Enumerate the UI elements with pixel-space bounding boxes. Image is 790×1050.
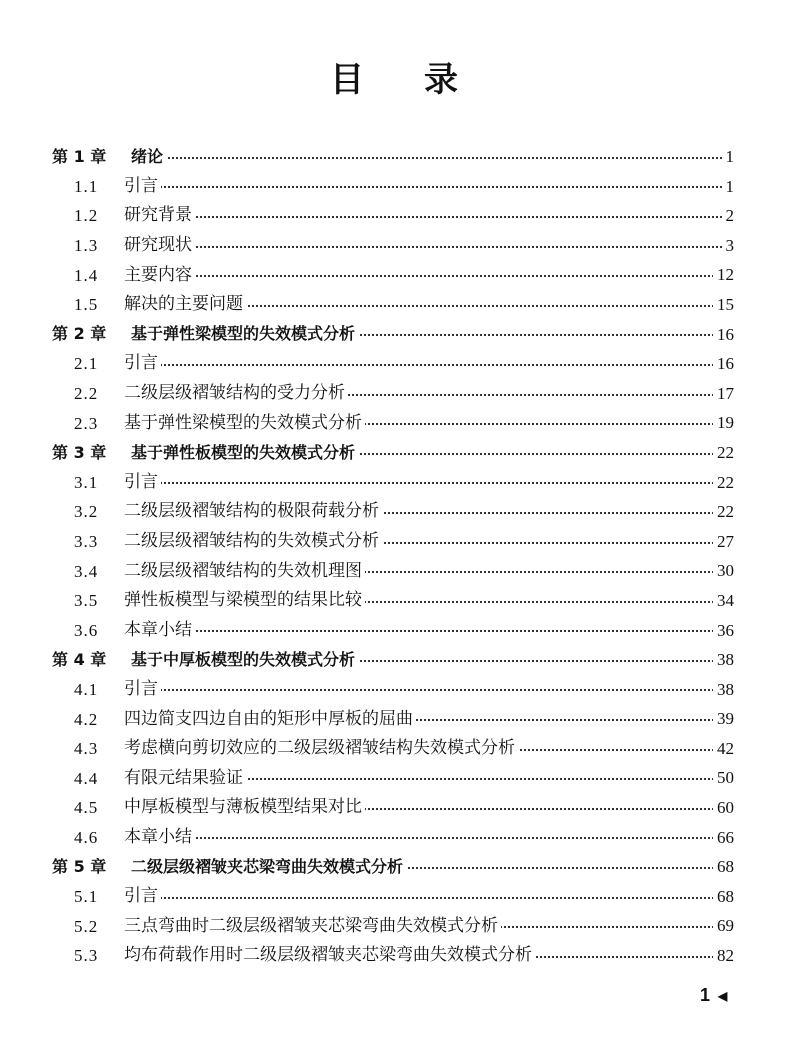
title-char: 目: [330, 60, 366, 100]
toc-page-number: 12: [713, 260, 734, 290]
toc-page-number: 60: [713, 793, 734, 823]
toc-entry-title: 四边简支四边自由的矩形中厚板的屈曲: [124, 711, 416, 728]
toc-entry-number: 2.2: [74, 384, 99, 404]
toc-entry-title: 二级层级褶皱结构的受力分析: [124, 385, 348, 402]
toc-entry-title: 二级层级褶皱结构的失效模式分析: [124, 533, 382, 550]
toc-entry-title: 基于弹性板模型的失效模式分析: [131, 445, 358, 461]
page-title: [0, 52, 790, 101]
toc-entry-number: 1.5: [74, 295, 99, 315]
dot-leader: [124, 216, 734, 218]
toc-section-row[interactable]: [0, 704, 790, 734]
toc-entry-title: 二级层级褶皱结构的极限荷载分析: [124, 503, 382, 520]
toc-entry-number: 2.3: [74, 413, 99, 433]
toc-section-row[interactable]: [0, 172, 790, 202]
toc-chapter-row[interactable]: [0, 645, 790, 675]
dot-leader: [124, 246, 734, 248]
dot-leader: [124, 186, 734, 188]
toc-entry-title: 研究现状: [124, 237, 195, 254]
toc-page-number: 2: [722, 201, 735, 231]
toc-entry-title: 研究背景: [124, 207, 195, 224]
toc-section-row[interactable]: [0, 823, 790, 853]
toc-page-number: 19: [713, 408, 734, 438]
toc-section-row[interactable]: [0, 763, 790, 793]
toc-page-number: 36: [713, 616, 734, 646]
toc-section-row[interactable]: [0, 882, 790, 912]
toc-page-number: 15: [713, 290, 734, 320]
toc-page-number: 42: [713, 734, 734, 764]
toc-section-row[interactable]: [0, 408, 790, 438]
toc-entry-title: 本章小结: [124, 622, 195, 639]
toc-page-number: 66: [713, 823, 734, 853]
toc-page-number: 22: [713, 468, 734, 498]
dot-leader: [124, 630, 734, 632]
toc-page-number: 38: [713, 645, 734, 675]
toc-entry-number: 1.3: [74, 236, 99, 256]
toc-entry-title: 基于弹性梁模型的失效模式分析: [131, 326, 358, 342]
toc-entry-number: 5.3: [74, 946, 99, 966]
toc-section-row[interactable]: [0, 616, 790, 646]
toc-section-row[interactable]: [0, 556, 790, 586]
toc-entry-title: 解决的主要问题: [124, 296, 246, 313]
toc-page-number: 68: [713, 882, 734, 912]
toc-entry-number: 4.2: [74, 709, 99, 729]
toc-page-number: 27: [713, 527, 734, 557]
toc-entry-title: 主要内容: [124, 267, 195, 284]
toc-entry-number: 1.1: [74, 176, 99, 196]
toc-entry-number: 3.2: [74, 502, 99, 522]
toc-entry-number: 3.6: [74, 620, 99, 640]
toc-section-row[interactable]: [0, 497, 790, 527]
toc-page-number: 39: [713, 704, 734, 734]
toc-page-number: 69: [713, 911, 734, 941]
dot-leader: [124, 837, 734, 839]
dot-leader: [124, 364, 734, 366]
dot-leader: [124, 482, 734, 484]
toc-page-number: 34: [713, 586, 734, 616]
toc-entry-number: 1.2: [74, 206, 99, 226]
toc-section-row[interactable]: [0, 290, 790, 320]
toc-entry-number: 第 1 章: [52, 146, 107, 166]
toc-entry-title: 引言: [124, 681, 161, 698]
toc-entry-number: 第 2 章: [52, 324, 107, 344]
toc-page-number: 38: [713, 675, 734, 705]
toc-entry-number: 第 3 章: [52, 442, 107, 462]
toc-section-row[interactable]: [0, 586, 790, 616]
toc-section-row[interactable]: [0, 201, 790, 231]
toc-page-number: 16: [713, 320, 734, 350]
toc-entry-number: 5.1: [74, 887, 99, 907]
toc-entry-title: 中厚板模型与薄板模型结果对比: [124, 799, 365, 816]
toc-page-number: 17: [713, 379, 734, 409]
toc-entry-title: 引言: [124, 888, 161, 905]
toc-page-number: 50: [713, 763, 734, 793]
toc-entry-title: 均布荷载作用时二级层级褶皱夹芯梁弯曲失效模式分析: [124, 947, 535, 964]
toc-page-number: 22: [713, 497, 734, 527]
page-number: 1: [700, 985, 711, 1005]
toc-entry-title: 引言: [124, 355, 161, 372]
toc-section-row[interactable]: [0, 734, 790, 764]
toc-page-number: 1: [722, 172, 735, 202]
toc-entry-title: 本章小结: [124, 829, 195, 846]
toc-section-row[interactable]: [0, 675, 790, 705]
dot-leader: [131, 157, 734, 159]
toc-entry-number: 4.3: [74, 739, 99, 759]
title-char: 录: [424, 60, 460, 100]
toc-entry-number: 4.1: [74, 679, 99, 699]
toc-entry-number: 4.4: [74, 768, 99, 788]
toc-entry-number: 3.1: [74, 472, 99, 492]
toc-entry-title: 绪论: [131, 149, 166, 165]
toc-chapter-row[interactable]: [0, 438, 790, 468]
toc-page-number: 22: [713, 438, 734, 468]
toc-chapter-row[interactable]: [0, 852, 790, 882]
dot-leader: [124, 689, 734, 691]
toc-entry-number: 1.4: [74, 265, 99, 285]
toc-entry-title: 二级层级褶皱结构的失效机理图: [124, 563, 365, 580]
toc-page-number: 1: [722, 142, 735, 172]
toc-entry-number: 第 4 章: [52, 649, 107, 669]
toc-entry-title: 基于弹性梁模型的失效模式分析: [124, 415, 365, 432]
toc-chapter-row[interactable]: [0, 320, 790, 350]
dot-leader: [124, 275, 734, 277]
toc-page-number: 16: [713, 349, 734, 379]
toc-entry-title: 引言: [124, 178, 161, 195]
toc-chapter-row[interactable]: [0, 142, 790, 172]
toc-entry-title: 二级层级褶皱夹芯梁弯曲失效模式分析: [131, 859, 406, 875]
toc-entry-title: 引言: [124, 474, 161, 491]
toc-entry-number: 2.1: [74, 354, 99, 374]
toc-page-number: 82: [713, 941, 734, 971]
toc-page-number: 30: [713, 556, 734, 586]
toc-section-row[interactable]: [0, 527, 790, 557]
toc-page-number: 3: [722, 231, 735, 261]
toc-section-row[interactable]: [0, 941, 790, 971]
toc-entry-title: 弹性板模型与梁模型的结果比较: [124, 592, 365, 609]
toc-section-row[interactable]: [0, 260, 790, 290]
page-footer: [700, 985, 727, 1006]
toc-entry-number: 3.5: [74, 591, 99, 611]
toc-entry-number: 第 5 章: [52, 857, 107, 877]
toc-entry-title: 基于中厚板模型的失效模式分析: [131, 652, 358, 668]
toc-section-row[interactable]: [0, 379, 790, 409]
toc-section-row[interactable]: [0, 911, 790, 941]
toc-entry-title: 有限元结果验证: [124, 770, 246, 787]
table-of-contents: [0, 142, 790, 971]
toc-section-row[interactable]: [0, 793, 790, 823]
toc-entry-number: 3.4: [74, 561, 99, 581]
toc-page-number: 68: [713, 852, 734, 882]
toc-entry-title: 考虑横向剪切效应的二级层级褶皱结构失效模式分析: [124, 740, 518, 757]
toc-section-row[interactable]: [0, 349, 790, 379]
toc-section-row[interactable]: [0, 231, 790, 261]
toc-entry-number: 3.3: [74, 532, 99, 552]
toc-entry-number: 5.2: [74, 916, 99, 936]
dot-leader: [124, 897, 734, 899]
triangle-left-icon: ◀: [718, 989, 728, 1004]
toc-entry-title: 三点弯曲时二级层级褶皱夹芯梁弯曲失效模式分析: [124, 918, 501, 935]
toc-section-row[interactable]: [0, 468, 790, 498]
toc-entry-number: 4.6: [74, 827, 99, 847]
toc-entry-number: 4.5: [74, 798, 99, 818]
